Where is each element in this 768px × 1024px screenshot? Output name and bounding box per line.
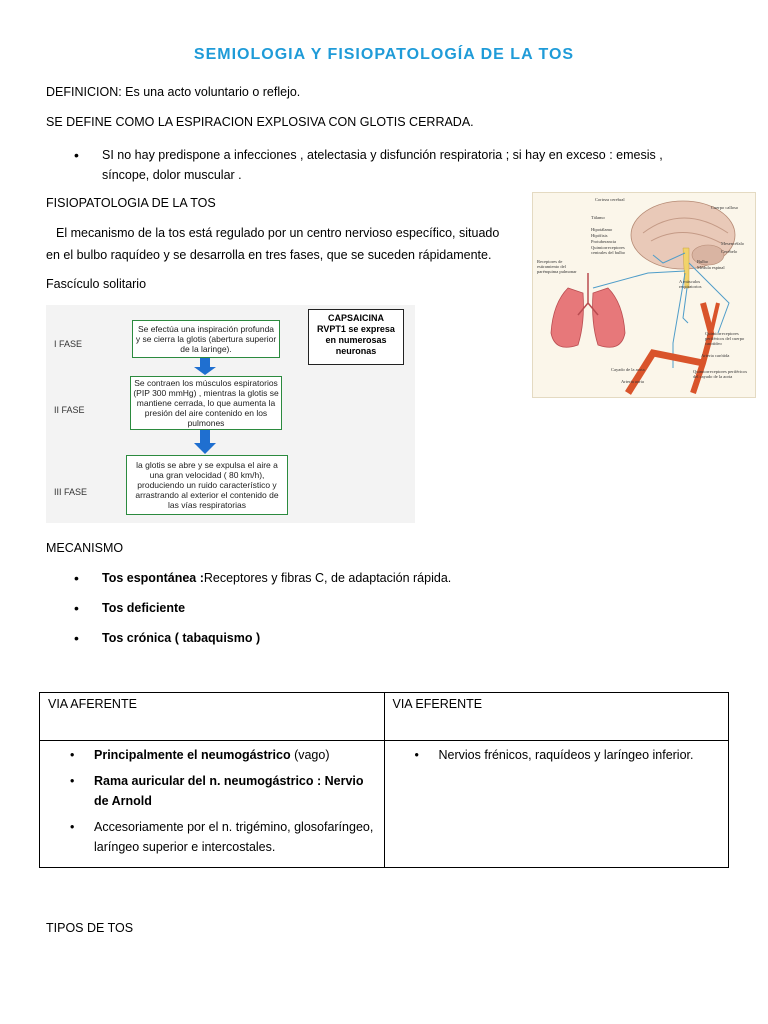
phase-label: III FASE xyxy=(54,487,88,497)
definition-text: DEFINICION: Es una acto voluntario o reflejo. xyxy=(46,85,301,99)
arrow-shaft xyxy=(200,430,210,444)
anatomy-label: Arteria aorta xyxy=(621,379,644,384)
list-item: • Principalmente el neumogástrico (vago) xyxy=(48,745,376,765)
list-item: • Tos crónica ( tabaquismo ) xyxy=(74,628,451,648)
phase-label: I FASE xyxy=(54,339,83,349)
anatomy-label: Cayado de la aorta xyxy=(611,367,645,372)
anatomy-label: Mesencéfalo xyxy=(721,241,744,246)
capsaicin-text: RVPT1 se expresa en numerosas neuronas xyxy=(317,324,395,356)
section-heading-tipos: TIPOS DE TOS xyxy=(46,921,134,935)
anatomy-label: Arteria carótida xyxy=(701,353,730,358)
down-arrow-icon xyxy=(194,367,216,375)
cough-phases-diagram xyxy=(46,305,415,523)
anatomy-label: Bulbo xyxy=(697,259,709,264)
list-item: • Accesoriamente por el n. trigémino, glosofaríngeo, laríngeo superior e intercostales. xyxy=(48,817,376,857)
anatomy-label: Cuerpo calloso xyxy=(711,205,739,210)
phase-2-box: Se contraen los músculos espiratorios (PIP 300 mmHg) , mientras la glotis se mantiene cerrada, lo que aumenta la presión del aire contenido en los pulmones xyxy=(130,376,282,430)
phase-1-box: Se efectúa una inspiración profunda y se cierra la glotis (abertura superior de la laringe). xyxy=(132,320,280,358)
anatomy-label: Quimiorreceptores centrales del bulbo xyxy=(591,245,625,255)
mecanismo-paragraph: El mecanismo de la tos está regulado por un centro nervioso específico, situado en el bulbo raquídeo y se desarrolla en tres fases, que se suceden rápidamente. xyxy=(46,226,500,262)
anatomy-label: Quimiorreceptores periféricos del cayado de la aorta xyxy=(693,369,748,379)
list-item: • Nervios frénicos, raquídeos y laríngeo inferior. xyxy=(393,745,721,765)
anatomy-label: Protuberancia xyxy=(591,239,616,244)
phase-3-box: la glotis se abre y se expulsa el aire a una gran velocidad ( 80 km/h), produciendo un ruido característico y arrastrando al exterior el contenido de las vías respiratorias xyxy=(126,455,288,515)
table-header: VIA EFERENTE xyxy=(384,693,729,741)
down-arrow-icon xyxy=(194,443,216,454)
mecanismo-list xyxy=(74,568,451,648)
anatomy-label: Hipófisis xyxy=(591,233,608,238)
section-heading-fisiopatologia: FISIOPATOLOGIA DE LA TOS xyxy=(46,196,216,210)
bullet-list-effects xyxy=(74,145,663,185)
list-item: • Tos espontánea :Receptores y fibras C, de adaptación rápida. xyxy=(74,568,451,588)
cough-reflex-anatomy-image xyxy=(532,192,756,398)
fasciculo-label: Fascículo solitario xyxy=(46,277,147,291)
list-item: • Rama auricular del n. neumogástrico : Nervio de Arnold xyxy=(48,771,376,811)
anatomy-label: Cerebelo xyxy=(721,249,738,254)
anatomy-label: Hipotálamo xyxy=(591,227,613,232)
anatomy-label: Corteza cerebral xyxy=(595,197,625,202)
section-heading-mecanismo: MECANISMO xyxy=(46,541,124,555)
anatomy-label: Receptores de estiramiento del parénquima pulmonar xyxy=(537,259,577,274)
anatomy-label: A músculos respiratorios xyxy=(679,279,702,289)
capsaicin-title: CAPSAICINA xyxy=(327,313,384,323)
eferente-cell xyxy=(384,741,729,868)
anatomy-label: Quimiorreceptores periféricos del cuerpo carotídeo xyxy=(705,331,745,346)
table-row xyxy=(40,741,729,868)
list-item: • SI no hay predispone a infecciones , atelectasia y disfunción respiratoria ; si hay en exceso : emesis , síncope, dolor muscular . xyxy=(74,145,663,185)
aferente-cell xyxy=(40,741,385,868)
page-title: SEMIOLOGIA Y FISIOPATOLOGÍA DE LA TOS xyxy=(193,46,575,63)
anatomy-label: Médula espinal xyxy=(697,265,725,270)
table-header: VIA AFERENTE xyxy=(40,693,385,741)
define-text: SE DEFINE COMO LA ESPIRACION EXPLOSIVA CON GLOTIS CERRADA. xyxy=(46,115,474,129)
anatomy-label: Tálamo xyxy=(591,215,605,220)
capsaicin-box xyxy=(308,309,404,365)
phase-label: II FASE xyxy=(54,405,85,415)
via-table xyxy=(39,692,729,868)
table-row xyxy=(40,693,729,741)
list-item: • Tos deficiente xyxy=(74,598,451,618)
arrow-shaft xyxy=(200,358,210,368)
